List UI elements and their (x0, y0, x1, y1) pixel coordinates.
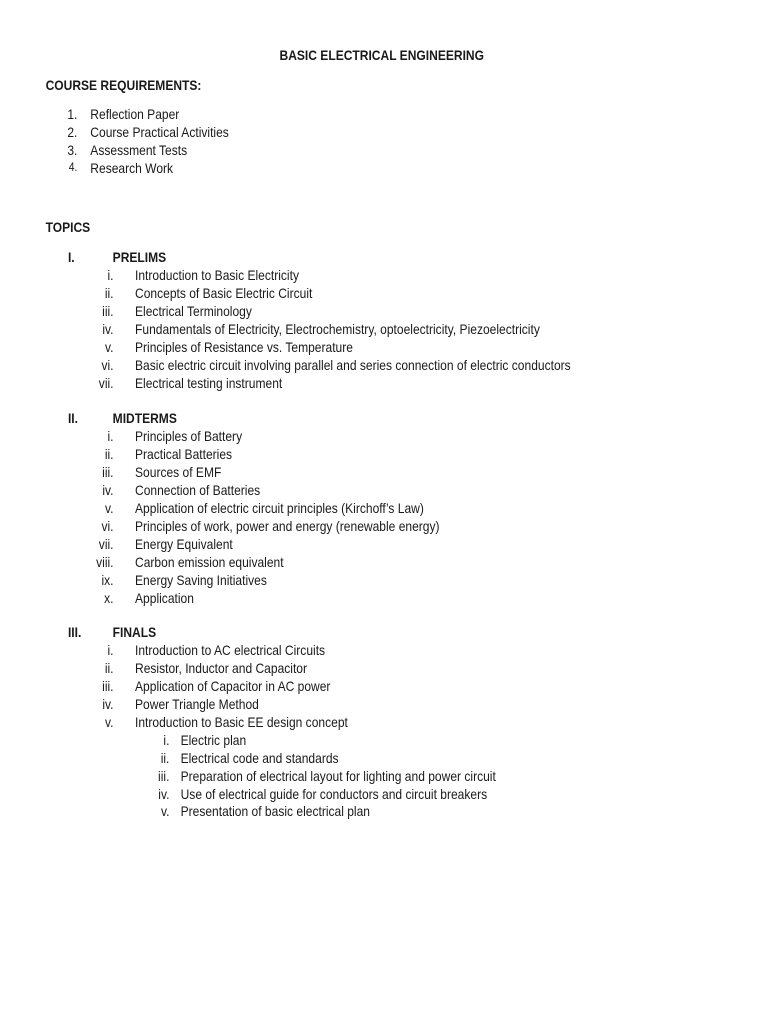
topic-item: Resistor, Inductor and Capacitor (135, 660, 308, 676)
topic-item: Electrical Terminology (135, 303, 252, 319)
requirement-item: Course Practical Activities (90, 124, 229, 140)
document-title: BASIC ELECTRICAL ENGINEERING (279, 47, 484, 63)
topic-number: ii. (104, 660, 114, 676)
section-title-midterms: MIDTERMS (112, 410, 177, 426)
topic-number: viii. (96, 554, 114, 570)
section-number: III. (67, 624, 82, 640)
topic-number: iii. (102, 464, 114, 480)
section-title-finals: FINALS (112, 624, 157, 640)
topic-number: ii. (104, 285, 114, 301)
topic-item: Application (135, 590, 194, 606)
requirement-number: 1. (67, 106, 78, 122)
topic-item: Concepts of Basic Electric Circuit (135, 285, 313, 301)
topic-number: iv. (102, 321, 114, 337)
topic-number: vi. (101, 357, 114, 373)
topic-item: Application of Capacitor in AC power (135, 678, 331, 694)
topic-number: ii. (104, 446, 114, 462)
topic-item: Practical Batteries (135, 446, 233, 462)
topic-number: vii. (98, 536, 114, 552)
topic-number: i. (107, 428, 114, 444)
topic-item: Power Triangle Method (135, 696, 259, 712)
topic-number: x. (104, 590, 114, 606)
topic-item: Principles of Battery (135, 428, 243, 444)
topic-number: v. (105, 714, 114, 730)
topic-item: Connection of Batteries (135, 482, 261, 498)
subtopic-item: Use of electrical guide for conductors and circuit breakers (180, 786, 488, 802)
topic-number: iv. (102, 696, 114, 712)
topic-item: Sources of EMF (135, 464, 222, 480)
section-number: I. (67, 249, 75, 265)
subtopic-number: v. (160, 803, 170, 819)
topic-number: iv. (102, 482, 114, 498)
requirement-item: Reflection Paper (90, 106, 180, 122)
requirement-number: 2. (67, 124, 78, 140)
subtopic-number: iv. (158, 786, 170, 802)
subtopic-number: i. (163, 732, 170, 748)
requirement-number: 3. (67, 142, 78, 158)
topic-number: i. (107, 642, 114, 658)
requirement-number: 4. (68, 160, 78, 174)
topic-item: Principles of work, power and energy (renewable energy) (135, 518, 440, 534)
topic-number: v. (105, 339, 114, 355)
topic-item: Principles of Resistance vs. Temperature (135, 339, 353, 355)
topics-heading: TOPICS (45, 219, 91, 235)
subtopic-number: iii. (158, 768, 170, 784)
subtopic-number: ii. (160, 750, 170, 766)
subtopic-item: Preparation of electrical layout for lighting and power circuit (180, 768, 496, 784)
subtopic-item: Electric plan (180, 732, 247, 748)
topic-item: Energy Saving Initiatives (135, 572, 267, 588)
requirement-item: Assessment Tests (90, 142, 188, 158)
topic-number: v. (105, 500, 114, 516)
topic-item: Basic electric circuit involving parallel and series connection of electric conductors (135, 357, 571, 373)
topic-number: vi. (101, 518, 114, 534)
subtopic-item: Electrical code and standards (180, 750, 339, 766)
section-title-prelims: PRELIMS (112, 249, 167, 265)
topic-item: Carbon emission equivalent (135, 554, 284, 570)
section-number: II. (67, 410, 78, 426)
topic-number: iii. (102, 303, 114, 319)
subtopic-item: Presentation of basic electrical plan (180, 803, 371, 819)
topic-item: Introduction to AC electrical Circuits (135, 642, 326, 658)
topic-item: Energy Equivalent (135, 536, 233, 552)
topic-number: iii. (102, 678, 114, 694)
topic-number: vii. (98, 375, 114, 391)
requirement-item: Research Work (90, 160, 174, 176)
topic-item: Application of electric circuit principles (Kirchoff’s Law) (135, 500, 424, 516)
topic-item: Introduction to Basic EE design concept (135, 714, 348, 730)
topic-number: i. (107, 267, 114, 283)
topic-number: ix. (101, 572, 114, 588)
topic-item: Electrical testing instrument (135, 375, 283, 391)
requirements-heading: COURSE REQUIREMENTS: (45, 77, 202, 93)
topic-item: Fundamentals of Electricity, Electrochemistry, optoelectricity, Piezoelectricity (135, 321, 540, 337)
topic-item: Introduction to Basic Electricity (135, 267, 299, 283)
